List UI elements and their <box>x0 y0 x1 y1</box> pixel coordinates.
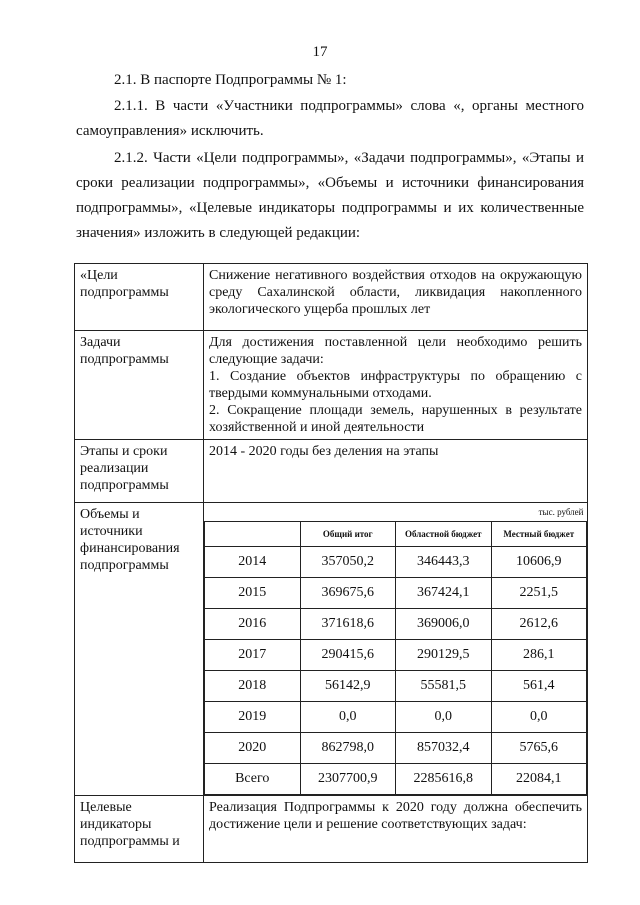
funding-row-2020 <box>205 733 587 764</box>
funding-regional: 2285616,8 <box>396 764 492 795</box>
funding-row-2019 <box>205 702 587 733</box>
funding-regional: 367424,1 <box>396 578 492 609</box>
funding-local: 286,1 <box>491 640 587 671</box>
funding-header-total: Общий итог <box>300 522 396 547</box>
funding-total: 357050,2 <box>300 547 396 578</box>
goals-label: «Цели подпрограммы <box>75 264 204 331</box>
funding-local: 561,4 <box>491 671 587 702</box>
paragraph-2-1: 2.1. В паспорте Подпрограммы № 1: <box>114 72 347 88</box>
funding-row-total <box>205 764 587 795</box>
funding-row-2014 <box>205 547 587 578</box>
task-1: 1. Создание объектов инфраструктуры по обращению с твердыми коммунальными отходами. <box>209 369 582 401</box>
funding-unit-row <box>205 503 587 522</box>
funding-year: 2018 <box>205 671 301 702</box>
funding-regional: 857032,4 <box>396 733 492 764</box>
funding-local: 5765,6 <box>491 733 587 764</box>
funding-local: 22084,1 <box>491 764 587 795</box>
funding-label: Объемы и источники финансирования подпрограммы <box>75 503 204 796</box>
funding-header-row <box>205 522 587 547</box>
funding-total: 56142,9 <box>300 671 396 702</box>
funding-row <box>75 503 588 796</box>
funding-total: 369675,6 <box>300 578 396 609</box>
funding-unit: тыс. рублей <box>205 503 587 522</box>
goals-row <box>75 264 588 331</box>
indicators-label: Целевые индикаторы подпрограммы и <box>75 796 204 863</box>
passport-table <box>74 263 588 863</box>
funding-header-local: Местный бюджет <box>491 522 587 547</box>
funding-year: 2017 <box>205 640 301 671</box>
goals-text: Снижение негативного воздействия отходов на окружающую среду Сахалинской области, ликвидация накопленного экологического ущерба прошлых лет <box>204 264 588 331</box>
indicators-row <box>75 796 588 863</box>
funding-year: 2019 <box>205 702 301 733</box>
funding-local: 2251,5 <box>491 578 587 609</box>
funding-row-2015 <box>205 578 587 609</box>
funding-regional: 290129,5 <box>396 640 492 671</box>
funding-total: 290415,6 <box>300 640 396 671</box>
task-2: 2. Сокращение площади земель, нарушенных в результате хозяйственной и иной деятельности <box>209 403 582 435</box>
funding-row-2016 <box>205 609 587 640</box>
funding-year: 2016 <box>205 609 301 640</box>
stages-text: 2014 - 2020 годы без деления на этапы <box>204 440 588 503</box>
funding-total: 371618,6 <box>300 609 396 640</box>
funding-total: 0,0 <box>300 702 396 733</box>
indicators-text: Реализация Подпрограммы к 2020 году должна обеспечить достижение цели и решение соответствующих задач: <box>204 796 588 863</box>
funding-local: 2612,6 <box>491 609 587 640</box>
funding-header-regional: Областной бюджет <box>396 522 492 547</box>
tasks-label: Задачи подпрограммы <box>75 331 204 440</box>
funding-table <box>204 503 587 795</box>
funding-row-2017 <box>205 640 587 671</box>
funding-regional: 369006,0 <box>396 609 492 640</box>
funding-header-year <box>205 522 301 547</box>
funding-year: 2015 <box>205 578 301 609</box>
stages-row <box>75 440 588 503</box>
tasks-intro: Для достижения поставленной цели необходимо решить следующие задачи: <box>209 335 582 367</box>
funding-year: Всего <box>205 764 301 795</box>
funding-total: 862798,0 <box>300 733 396 764</box>
paragraph-2-1-2: 2.1.2. Части «Цели подпрограммы», «Задачи подпрограммы», «Этапы и сроки реализации подпрограммы», «Объемы и источники финансирования подпрограммы», «Целевые индикаторы подпрограммы и их количественные значения» изложить в следующей редакции: <box>76 150 584 241</box>
funding-regional: 55581,5 <box>396 671 492 702</box>
funding-total: 2307700,9 <box>300 764 396 795</box>
paragraph-2-1-1: 2.1.1. В части «Участники подпрограммы» слова «, органы местного самоуправления» исключить. <box>76 98 584 139</box>
funding-local: 0,0 <box>491 702 587 733</box>
tasks-row <box>75 331 588 440</box>
funding-year: 2014 <box>205 547 301 578</box>
funding-cell <box>204 503 588 796</box>
tasks-cell <box>204 331 588 440</box>
funding-local: 10606,9 <box>491 547 587 578</box>
funding-regional: 346443,3 <box>396 547 492 578</box>
stages-label: Этапы и сроки реализации подпрограммы <box>75 440 204 503</box>
page-number: 17 <box>312 44 328 60</box>
funding-regional: 0,0 <box>396 702 492 733</box>
funding-row-2018 <box>205 671 587 702</box>
funding-year: 2020 <box>205 733 301 764</box>
